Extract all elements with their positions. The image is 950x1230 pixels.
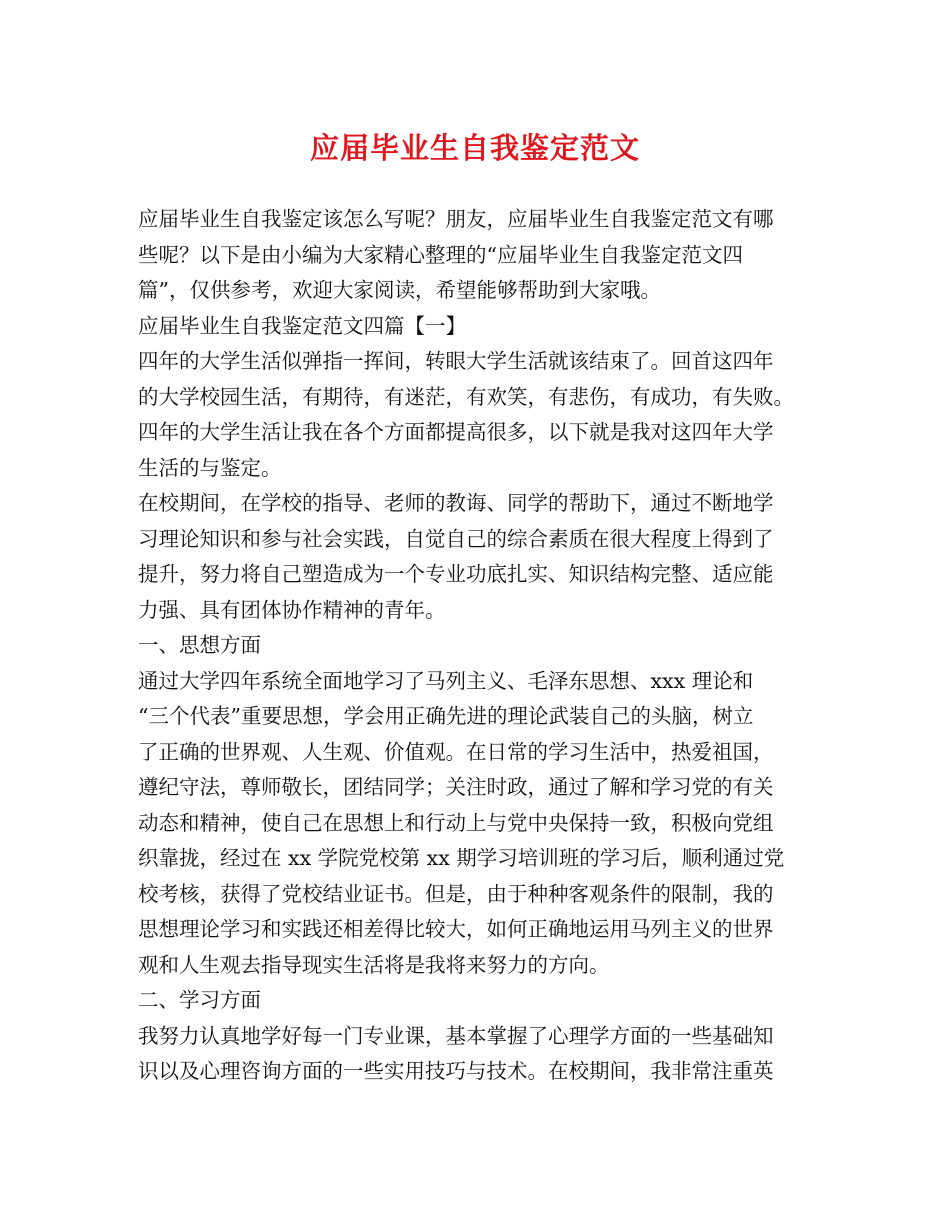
text-line: 动态和精神，使自己在思想上和行动上与党中央保持一致，积极向党组 <box>138 810 774 835</box>
text-line: 在校期间，在学校的指导、老师的教诲、同学的帮助下，通过不断地学 <box>138 491 774 515</box>
text-line: “三个代表”重要思想，学会用正确先进的理论武装自己的头脑，树立 <box>138 704 754 728</box>
text-line: 些呢？以下是由小编为大家精心整理的“应届毕业生自我鉴定范文四 <box>138 242 743 267</box>
text-line: 我努力认真地学好每一门专业课，基本掌握了心理学方面的一些基础知 <box>138 1023 774 1048</box>
section-heading: 应届毕业生自我鉴定范文四篇【一】 <box>138 313 466 338</box>
text-line: 四年的大学生活让我在各个方面都提高很多，以下就是我对这四年大学 <box>138 420 774 444</box>
text-line: 提升，努力将自己塑造成为一个专业功底扎实、知识结构完整、适应能 <box>138 562 774 586</box>
text-line: 织靠拢，经过在 xx 学院党校第 xx 期学习培训班的学习后，顺利通过党 <box>138 846 785 870</box>
text-line: 思想理论学习和实践还相差得比较大，如何正确地运用马列主义的世界 <box>138 917 774 941</box>
section-heading: 二、学习方面 <box>138 988 261 1012</box>
text-line: 识以及心理咨询方面的一些实用技巧与技术。在校期间，我非常注重英 <box>138 1059 774 1083</box>
text-line: 了正确的世界观、人生观、价值观。在日常的学习生活中，热爱祖国， <box>138 739 774 764</box>
text-line: 校考核，获得了党校结业证书。但是，由于种种客观条件的限制，我的 <box>138 881 774 906</box>
text-line: 生活的与鉴定。 <box>138 455 282 480</box>
text-line: 习理论知识和参与社会实践，自觉自己的综合素质在很大程度上得到了 <box>138 526 774 551</box>
text-line: 四年的大学生活似弹指一挥间，转眼大学生活就该结束了。回首这四年 <box>138 349 774 373</box>
text-line: 篇”，仅供参考，欢迎大家阅读，希望能够帮助到大家哦。 <box>138 278 661 302</box>
text-line: 通过大学四年系统全面地学习了马列主义、毛泽东思想、xxx 理论和 <box>138 668 754 693</box>
text-line: 的大学校园生活，有期待，有迷茫，有欢笑，有悲伤，有成功，有失败。 <box>138 384 794 409</box>
section-heading: 一、思想方面 <box>138 633 261 657</box>
text-line: 力强、具有团体协作精神的青年。 <box>138 597 446 622</box>
text-line: 应届毕业生自我鉴定该怎么写呢？朋友，应届毕业生自我鉴定范文有哪 <box>138 207 774 231</box>
document-body <box>138 202 828 1090</box>
text-line: 观和人生观去指导现实生活将是我将来努力的方向。 <box>138 952 610 977</box>
document-title: 应届毕业生自我鉴定范文 <box>309 131 640 165</box>
text-line: 遵纪守法，尊师敬长，团结同学；关注时政，通过了解和学习党的有关 <box>138 775 774 799</box>
